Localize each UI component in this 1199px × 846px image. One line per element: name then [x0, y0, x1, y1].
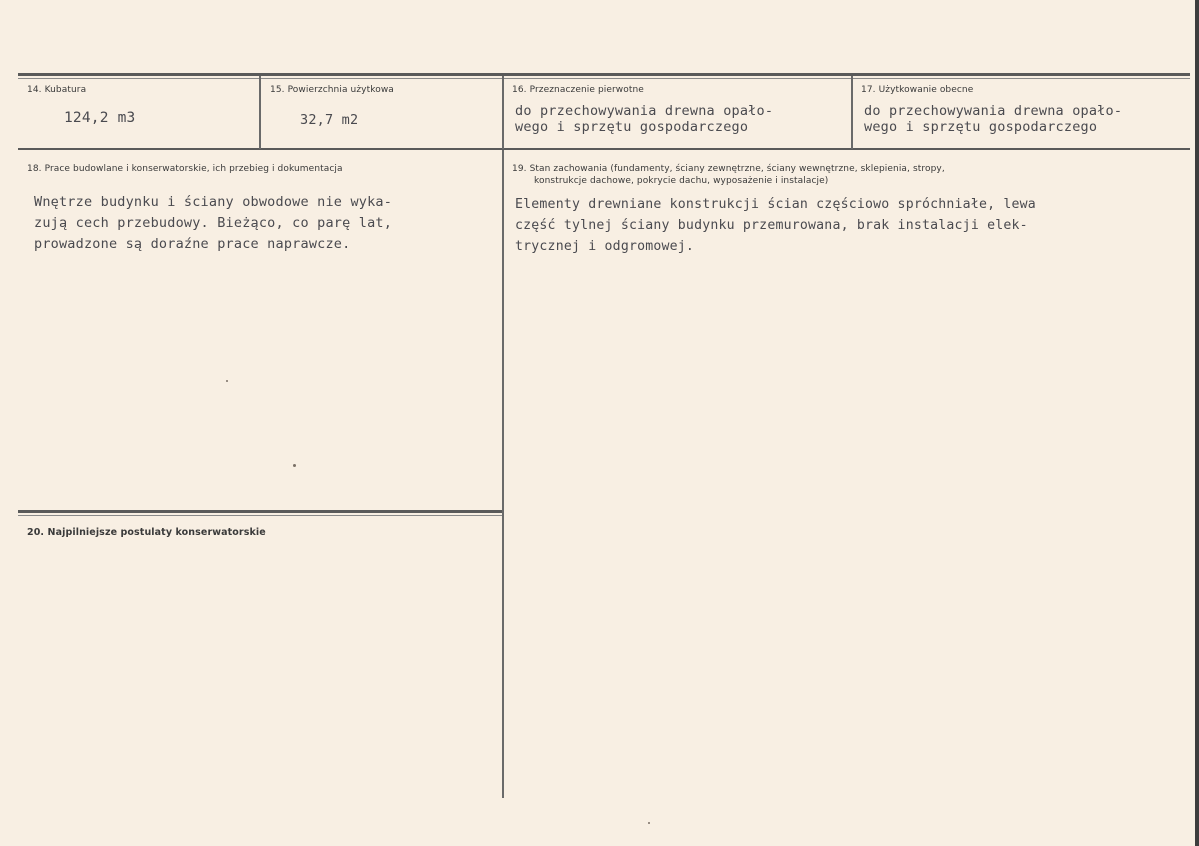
- top-rule-thin: [18, 78, 1190, 79]
- field-17-value: do przechowywania drewna opało- wego i sprzętu gospodarczego: [864, 103, 1123, 135]
- field-17-label: 17. Użytkowanie obecne: [861, 85, 974, 95]
- divider-15-16: [502, 76, 504, 149]
- field-14-value: 124,2 m3: [64, 110, 136, 126]
- divider-14-15: [259, 76, 261, 149]
- row2-left-rule-thin: [18, 515, 502, 516]
- field-19-value: Elementy drewniane konstrukcji ścian częściowo spróchniałe, lewa część tylnej ściany budynku przemurowana, brak instalacji elek- trycznej i odgromowej.: [515, 197, 1036, 254]
- field-18-label: 18. Prace budowlane i konserwatorskie, ich przebieg i dokumentacja: [27, 164, 343, 174]
- row2-left-rule: [18, 510, 502, 513]
- field-19-label-line2: konstrukcje dachowe, pokrycie dachu, wyposażenie i instalacje): [534, 176, 829, 186]
- field-16-value: do przechowywania drewna opało- wego i sprzętu gospodarczego: [515, 103, 774, 135]
- top-rule: [18, 73, 1190, 76]
- divider-main: [502, 150, 504, 798]
- row1-rule: [18, 148, 1190, 150]
- card-edge: [1195, 0, 1199, 846]
- field-19-label-line1: 19. Stan zachowania (fundamenty, ściany zewnętrzne, ściany wewnętrzne, sklepienia, stropy,: [512, 164, 945, 174]
- paper-speck: [293, 464, 296, 467]
- field-20-label: 20. Najpilniejsze postulaty konserwatorskie: [27, 527, 266, 538]
- field-15-value: 32,7 m2: [300, 112, 359, 128]
- field-15-label: 15. Powierzchnia użytkowa: [270, 85, 394, 95]
- paper-speck: [648, 822, 650, 824]
- divider-16-17: [851, 76, 853, 149]
- field-14-label: 14. Kubatura: [27, 85, 87, 95]
- paper-speck: [226, 380, 228, 382]
- field-18-value: Wnętrze budynku i ściany obwodowe nie wyka- zują cech przebudowy. Bieżąco, co parę lat, prowadzone są doraźne prace naprawcze.: [34, 194, 393, 252]
- field-16-label: 16. Przeznaczenie pierwotne: [512, 85, 644, 95]
